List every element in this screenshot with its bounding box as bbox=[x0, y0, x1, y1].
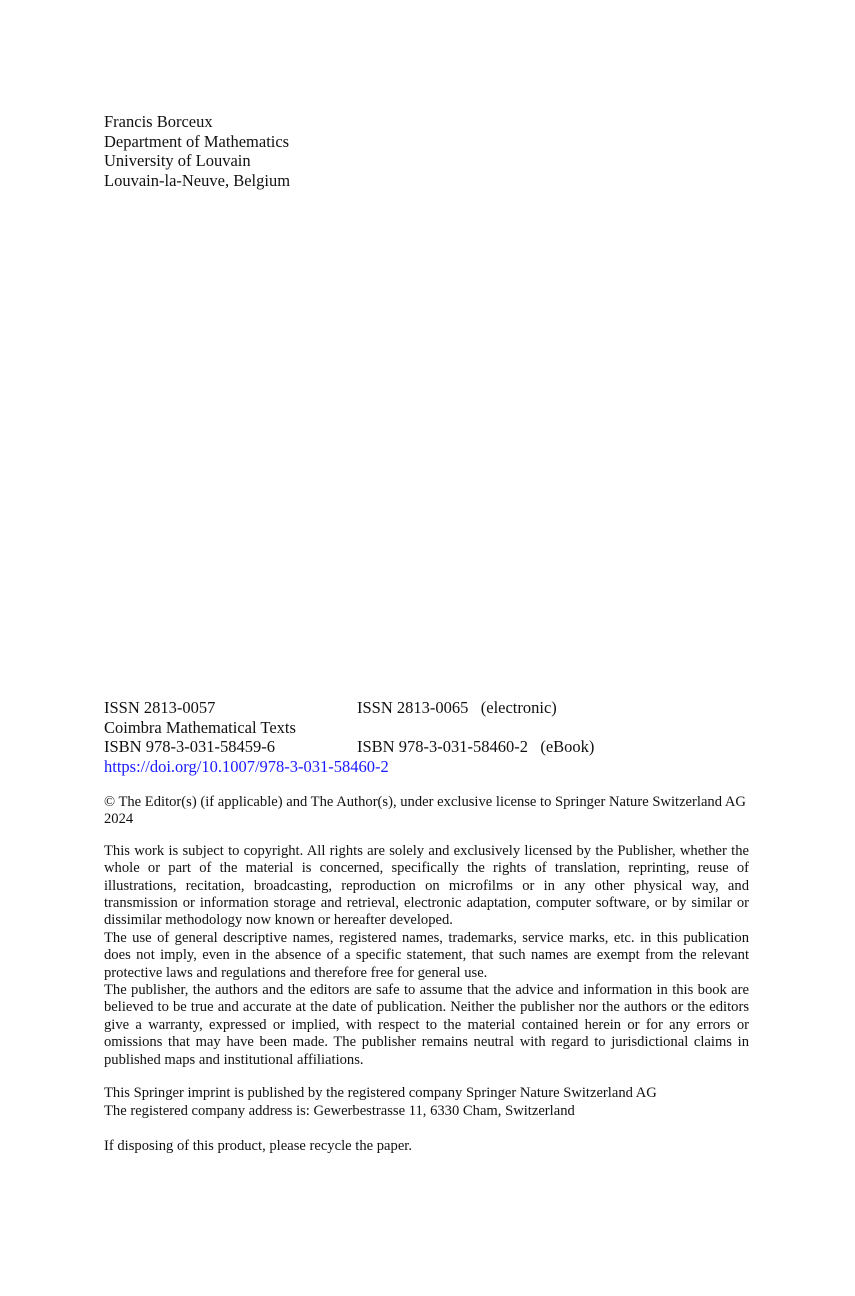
author-location: Louvain-la-Neuve, Belgium bbox=[104, 170, 291, 190]
issn-print: ISSN 2813-0057 bbox=[104, 698, 216, 717]
legal-paragraph-rights: This work is subject to copyright. All rights are solely and exclusively licensed by the Publisher, whether the whole or part of the material is concerned, specifically the rights of translation, reprinting, reuse of illustrations, recitation, broadcasting, reproduction on microfilms or in any other physical way, and transmission or information storage and retrieval, electronic adaptation, computer software, or by similar or dissimilar methodology now known or hereafter developed. bbox=[104, 842, 749, 929]
issn-row bbox=[104, 698, 754, 718]
author-department: Department of Mathematics bbox=[104, 131, 290, 151]
imprint-line-address: The registered company address is: Gewerbestrasse 11, 6330 Cham, Switzerland bbox=[104, 1102, 575, 1119]
imprint-line-company: This Springer imprint is published by the registered company Springer Nature Switzerland AG bbox=[104, 1085, 657, 1102]
doi-row bbox=[104, 757, 754, 777]
author-university: University of Louvain bbox=[104, 151, 251, 170]
identifiers-block bbox=[104, 698, 754, 776]
series-row bbox=[104, 718, 754, 738]
author-name: Francis Borceux bbox=[104, 112, 213, 131]
series-name: Coimbra Mathematical Texts bbox=[104, 717, 296, 737]
doi-link[interactable]: https://doi.org/10.1007/978-3-031-58460-2 bbox=[104, 756, 389, 776]
copyright-notice: © The Editor(s) (if applicable) and The Author(s), under exclusive license to Springer Nature Switzerland AG 2024 bbox=[104, 794, 746, 828]
isbn-print: ISBN 978-3-031-58459-6 bbox=[104, 737, 275, 756]
isbn-ebook: ISBN 978-3-031-58460-2 (eBook) bbox=[357, 737, 595, 756]
author-block bbox=[104, 112, 290, 190]
legal-paragraph-names: The use of general descriptive names, registered names, trademarks, service marks, etc. in this publication does not imply, even in the absence of a specific statement, that such names are exempt from the relevant protective laws and regulations and therefore free for general use. bbox=[104, 929, 749, 981]
recycle-notice: If disposing of this product, please recycle the paper. bbox=[104, 1137, 412, 1154]
legal-paragraph-warranty: The publisher, the authors and the editors are safe to assume that the advice and information in this book are believed to be true and accurate at the date of publication. Neither the publisher nor the authors or the editors give a warranty, expressed or implied, with respect to the material contained herein or for any errors or omissions that may have been made. The publisher remains neutral with regard to jurisdictional claims in published maps and institutional affiliations. bbox=[104, 982, 749, 1068]
legal-block bbox=[104, 794, 749, 1155]
issn-electronic: ISSN 2813-0065 (electronic) bbox=[357, 698, 557, 717]
isbn-row bbox=[104, 737, 754, 757]
